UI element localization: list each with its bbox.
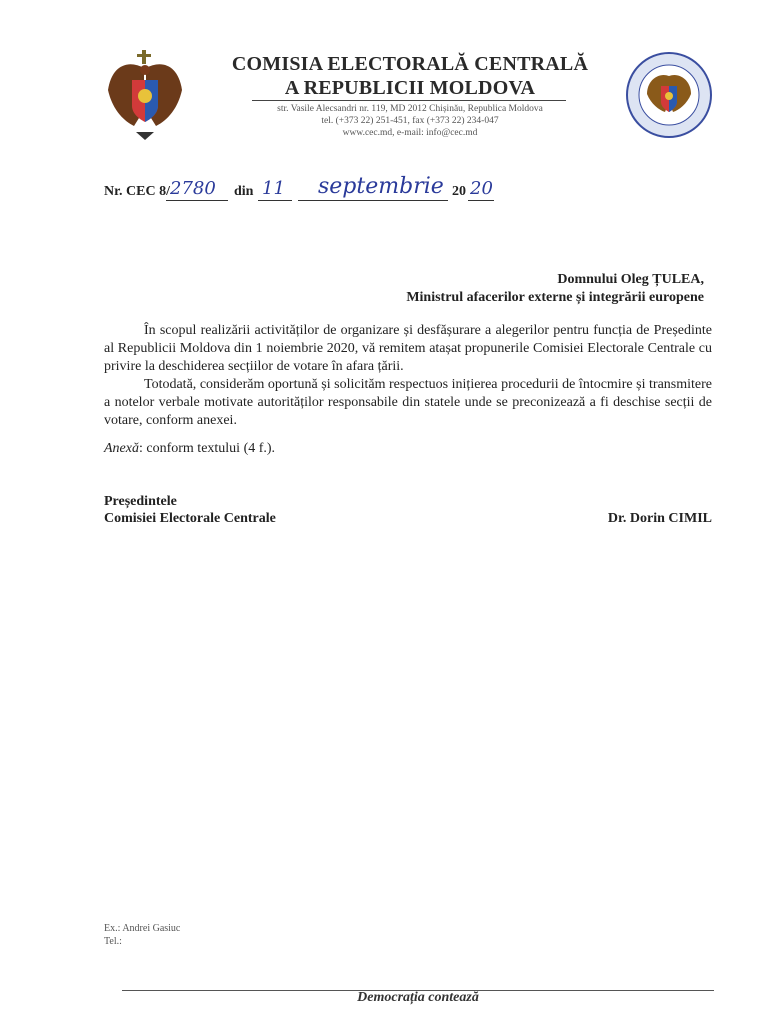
signatory-role-line2: Comisiei Electorale Centrale [104,511,276,526]
organization-web: www.cec.md, e-mail: info@cec.md [342,128,478,138]
executor-name: Ex.: Andrei Gasiuc [104,923,181,934]
footer-motto: Democrația contează [357,990,479,1005]
reference-label-din: din [234,184,254,199]
executor-phone: Tel.: [104,936,122,947]
signatory-name: Dr. Dorin CIMIL [607,511,712,526]
document-reference [104,174,524,210]
organization-name-line2: A REPUBLICII MOLDOVA [284,77,536,99]
addressee-title: Ministrul afacerilor externe și integrării europene [406,290,704,305]
organization-address: str. Vasile Alecsandri nr. 119, MD 2012 Chișinău, Republica Moldova [277,104,543,114]
reference-label-nr: Nr. CEC 8/ [104,184,170,199]
annex-text: : conform textului (4 f.). [138,441,276,456]
body-paragraph-2: Totodată, considerăm oportună și solicităm respectuos inițierea procedurii de întocmire și transmitere a notelor verbale motivate autorităților responsabile din statele unde se preconizează a fi deschise secții de votare, conform anexei. [104,377,712,428]
body-paragraph-1: În scopul realizării activităților de organizare și desfășurare a alegerilor pentru funcția de Președinte al Republicii Moldova din 1 noiembrie 2020, vă remitem atașat propunerile Comisiei Electorale Centrale cu privire la deschiderea secțiilor de votare în afara țării. [104,323,712,374]
cec-seal-icon [625,50,713,140]
reference-day: 11 [262,178,285,199]
addressee-name: Domnului Oleg ȚULEA, [557,272,704,287]
annex-note [104,441,275,457]
signatory-role-line1: Președintele [104,494,177,509]
reference-year: 20 [470,178,493,199]
organization-name-line1: COMISIA ELECTORALĂ CENTRALĂ [231,53,589,75]
organization-phone: tel. (+373 22) 251-451, fax (+373 22) 234-047 [321,116,499,126]
reference-label-year: 20 [452,184,466,199]
header-divider [252,100,566,101]
annex-label: Anexă [104,441,139,456]
reference-number: 2780 [170,178,216,199]
reference-month: septembrie [318,174,444,199]
coat-of-arms-icon [104,50,186,142]
